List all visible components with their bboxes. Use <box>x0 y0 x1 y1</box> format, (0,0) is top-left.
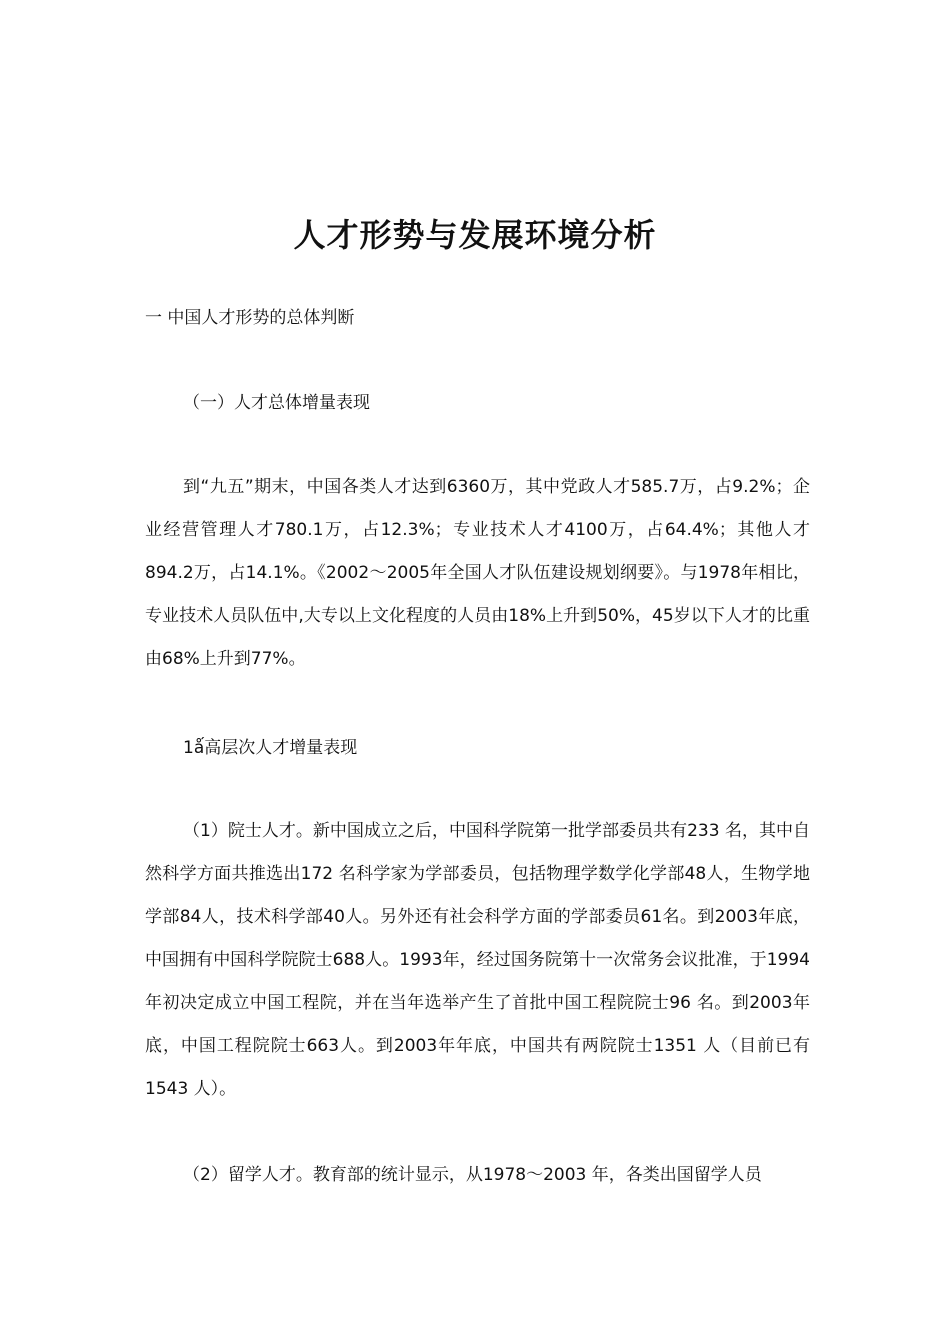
item-heading: 1ǻ高层次人才增量表现 <box>183 738 358 758</box>
section-heading: 一 中国人才形势的总体判断 <box>145 308 355 328</box>
document-title: 人才形势与发展环境分析 <box>293 216 657 254</box>
body-paragraph: （2）留学人才。教育部的统计显示，从1978～2003 年，各类出国留学人员 <box>183 1165 762 1185</box>
body-paragraph: 到“九五”期末，中国各类人才达到6360万，其中党政人才585.7万，占9.2%；企业经营管理人才780.1万，占12.3%；专业技术人才4100万，占64.4%；其他人才894.2万，占14.1%。《2002～2005年全国人才队伍建设规划纲要》。与1978年相比，专业技术人员队伍中,大专以上文化程度的人员由18%上升到50%，45岁以下人才的比重由68%上升到77%。 <box>145 477 810 669</box>
body-paragraph: （1）院士人才。新中国成立之后，中国科学院第一批学部委员共有233 名，其中自然科学方面共推选出172 名科学家为学部委员，包括物理学数学化学部48人，生物学地学部84人，技术科学部40人。另外还有社会科学方面的学部委员61名。到2003年底，中国拥有中国科学院院士688人。1993年，经过国务院第十一次常务会议批准，于1994 年初决定成立中国工程院，并在当年选举产生了首批中国工程院院士96 名。到2003年底，中国工程院院士663人。到2003年年底，中国共有两院院士1351 人（目前已有1543 人）。 <box>145 821 810 1099</box>
subsection-heading: （一）人才总体增量表现 <box>183 393 370 413</box>
